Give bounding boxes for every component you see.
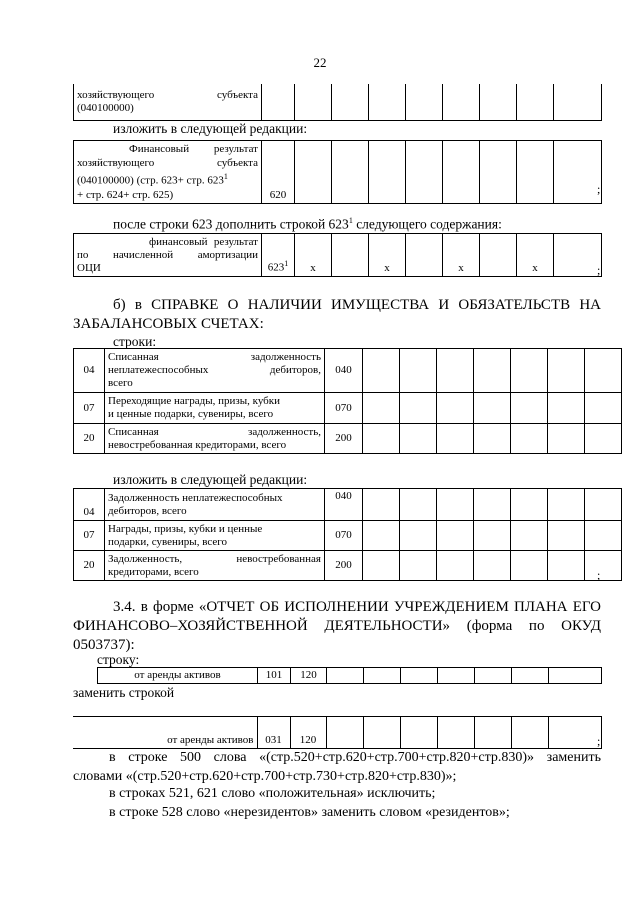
row-number: 04 bbox=[74, 349, 105, 393]
line-code: 620 bbox=[262, 141, 295, 204]
table-oci-row bbox=[73, 233, 602, 277]
row-label: Задолженность неплатежеспособных дебиторов, всего bbox=[105, 489, 325, 521]
table-rent-old bbox=[97, 667, 602, 684]
row-label: Задолженность, невостребованная кредиторами, всего bbox=[105, 551, 325, 581]
instruction-edit: изложить в следующей редакции: bbox=[113, 472, 308, 487]
paragraph-rows-521-621: в строках 521, 621 слово «положительная» исключить; bbox=[109, 786, 436, 801]
semicolon: ; bbox=[597, 182, 601, 196]
instruction-edit: изложить в следующей редакции: bbox=[113, 121, 308, 136]
line-code: 070 bbox=[325, 521, 363, 551]
row-label: от аренды активов bbox=[73, 717, 257, 749]
line-code: 101 bbox=[258, 668, 291, 684]
semicolon: ; bbox=[597, 734, 601, 748]
table-row bbox=[74, 551, 622, 581]
row-number: 07 bbox=[74, 393, 105, 424]
line-code: 040 bbox=[325, 489, 363, 521]
x-mark: x bbox=[517, 234, 554, 277]
table-rent-new bbox=[73, 716, 602, 749]
semicolon: ; bbox=[597, 263, 601, 277]
section-3-4-heading: 3.4. в форме «ОТЧЕТ ОБ ИСПОЛНЕНИИ УЧРЕЖДЕНИЕМ ПЛАНА ЕГО ФИНАНСОВО–ХОЗЯЙСТВЕННОЙ ДЕЯТЕЛЬНОСТИ» (форма по ОКУД 0503737): bbox=[73, 599, 601, 653]
instruction-add-row: после строки 623 дополнить строкой $623^1$ следующего содержания: bbox=[113, 216, 502, 232]
row-label: Награды, призы, кубки и ценные подарки, сувениры, всего bbox=[105, 521, 325, 551]
row-label: Финансовый результат хозяйствующего субъекта (040100000) (стр. 623+ стр. $623^1$ + стр. 624+ стр. 625) bbox=[74, 141, 262, 204]
paragraph-row-500: в строке 500 слова «(стр.520+стр.620+стр.700+стр.820+стр.830)» заменить словами «(стр.520+стр.620+стр.700+стр.730+стр.820+стр.830)»; bbox=[73, 750, 601, 784]
replace-label: заменить строкой bbox=[73, 685, 175, 700]
line-code: 070 bbox=[325, 393, 363, 424]
table-row bbox=[74, 424, 622, 454]
row-label: Списанная задолженность, невостребованная кредиторами, всего bbox=[105, 424, 325, 454]
row-label-single: строку: bbox=[97, 652, 140, 667]
row-label: хозяйствующего субъекта (040100000) bbox=[74, 84, 262, 120]
row-label: финансовый результат по начисленной амортизации ОЦИ bbox=[74, 234, 262, 277]
section-b-heading: б) в СПРАВКЕ О НАЛИЧИИ ИМУЩЕСТВА И ОБЯЗАТЕЛЬСТВ НА ЗАБАЛАНСОВЫХ СЧЕТАХ: bbox=[73, 297, 601, 332]
table-row bbox=[74, 521, 622, 551]
table-row bbox=[74, 489, 622, 521]
x-mark: x bbox=[369, 234, 406, 277]
table-financial-result bbox=[73, 140, 602, 204]
line-code: 120 bbox=[291, 668, 327, 684]
line-code: 200 bbox=[325, 424, 363, 454]
row-number: 20 bbox=[74, 424, 105, 454]
table-offbalance-new bbox=[73, 488, 622, 581]
table-row bbox=[74, 393, 622, 424]
line-code: 040 bbox=[325, 349, 363, 393]
row-label: от аренды активов bbox=[98, 668, 258, 684]
line-code: 120 bbox=[290, 717, 326, 749]
semicolon: ; bbox=[597, 568, 601, 582]
row-number: 04 bbox=[74, 489, 105, 521]
line-code: 200 bbox=[325, 551, 363, 581]
row-number: 20 bbox=[74, 551, 105, 581]
table-row bbox=[74, 349, 622, 393]
line-code: $623^1$ bbox=[262, 234, 295, 277]
line-code: 031 bbox=[257, 717, 290, 749]
paragraph-row-528: в строке 528 слово «нерезидентов» заменить словом «резидентов»; bbox=[109, 805, 510, 820]
table-offbalance-old bbox=[73, 348, 622, 454]
x-mark: x bbox=[295, 234, 332, 277]
table-top-partial bbox=[73, 84, 602, 121]
x-mark: x bbox=[443, 234, 480, 277]
row-label: Переходящие награды, призы, кубки и ценные подарки, сувениры, всего bbox=[105, 393, 325, 424]
page-number: 22 bbox=[313, 55, 327, 70]
rows-label: строки: bbox=[113, 334, 157, 349]
row-number: 07 bbox=[74, 521, 105, 551]
row-label: Списанная задолженность неплатежеспособных дебиторов, всего bbox=[105, 349, 325, 393]
